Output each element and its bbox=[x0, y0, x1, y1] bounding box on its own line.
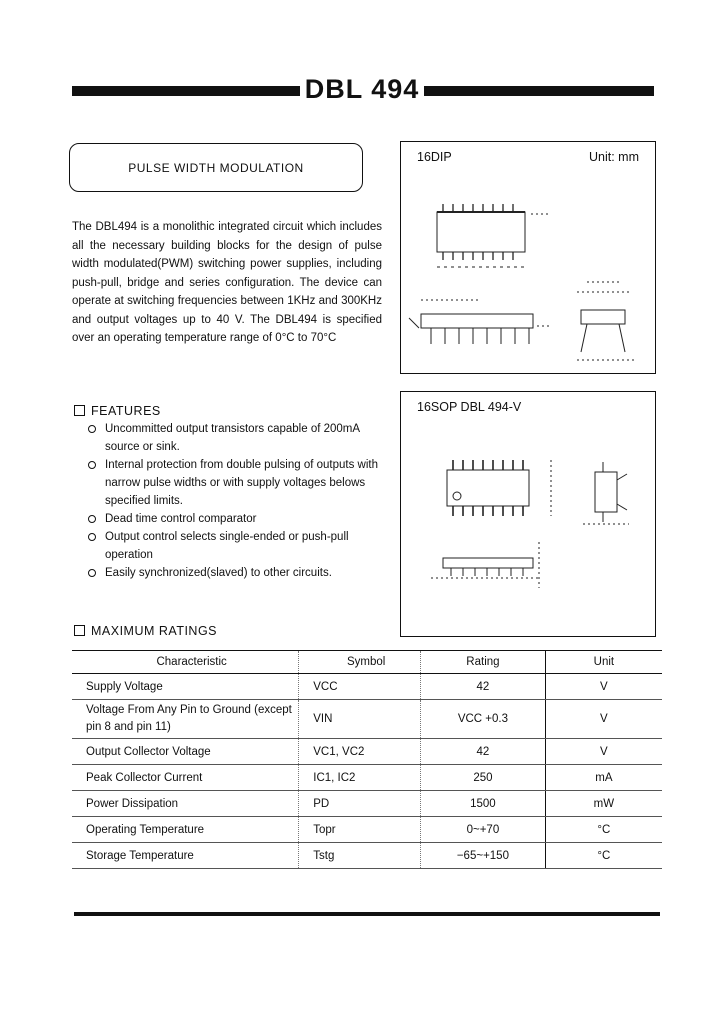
subject-box bbox=[69, 143, 363, 192]
rating-cell: 42 bbox=[421, 674, 546, 700]
sop-package-title: 16SOP DBL 494-V bbox=[417, 400, 522, 414]
symbol-cell: Tstg bbox=[299, 843, 421, 869]
rating-cell: 1500 bbox=[421, 791, 546, 817]
unit-cell: V bbox=[545, 739, 662, 765]
rating-cell: VCC +0.3 bbox=[421, 700, 546, 739]
dimension-unit-label: Unit: mm bbox=[589, 150, 639, 164]
table-header-row bbox=[72, 651, 662, 674]
symbol-cell: VC1, VC2 bbox=[299, 739, 421, 765]
unit-cell: V bbox=[545, 700, 662, 739]
feature-item: Dead time control comparator bbox=[86, 510, 386, 528]
package-panel-sop bbox=[400, 391, 656, 637]
maximum-ratings-table bbox=[72, 650, 662, 869]
characteristic-cell: Output Collector Voltage bbox=[72, 739, 299, 765]
rating-cell: −65~+150 bbox=[421, 843, 546, 869]
table-row bbox=[72, 791, 662, 817]
ratings-checkbox-icon bbox=[74, 625, 85, 636]
symbol-cell: Topr bbox=[299, 817, 421, 843]
ratings-heading bbox=[74, 624, 217, 638]
characteristic-cell: Peak Collector Current bbox=[72, 765, 299, 791]
characteristic-cell: Supply Voltage bbox=[72, 674, 299, 700]
unit-cell: V bbox=[545, 674, 662, 700]
feature-item: Output control selects single-ended or push-pull operation bbox=[86, 528, 386, 564]
column-header-symbol: Symbol bbox=[299, 651, 421, 674]
part-number-title: DBL 494 bbox=[304, 74, 420, 104]
ratings-heading-label: MAXIMUM RATINGS bbox=[91, 624, 218, 638]
dip-package-title: 16DIP bbox=[417, 150, 452, 164]
table-row bbox=[72, 765, 662, 791]
header-rule-right bbox=[424, 86, 654, 96]
symbol-cell: VCC bbox=[299, 674, 421, 700]
subject-title: PULSE WIDTH MODULATION bbox=[128, 161, 304, 175]
sop-package-drawing bbox=[401, 392, 655, 636]
rating-cell: 250 bbox=[421, 765, 546, 791]
feature-item: Easily synchronized(slaved) to other circuits. bbox=[86, 564, 386, 582]
feature-item: Uncommitted output transistors capable of 200mA source or sink. bbox=[86, 420, 386, 456]
footer-rule bbox=[74, 912, 660, 916]
unit-cell: °C bbox=[545, 843, 662, 869]
characteristic-cell: Storage Temperature bbox=[72, 843, 299, 869]
column-header-rating: Rating bbox=[421, 651, 546, 674]
header-rule-left bbox=[72, 86, 300, 96]
table-row bbox=[72, 843, 662, 869]
features-heading-label: FEATURES bbox=[91, 404, 161, 418]
symbol-cell: VIN bbox=[299, 700, 421, 739]
symbol-cell: IC1, IC2 bbox=[299, 765, 421, 791]
unit-cell: mW bbox=[545, 791, 662, 817]
characteristic-cell: Power Dissipation bbox=[72, 791, 299, 817]
intro-paragraph: The DBL494 is a monolithic integrated circuit which includes all the necessary building blocks for the design of pulse width modulated(PWM) switching power supplies, including push-pull, bridge and series configuration. The device can operate at switching frequencies between 1KHz and 300KHz and output voltages up to 40 V. The DBL494 is specified over an operating temperature range of 0°C to 70°C bbox=[72, 221, 382, 344]
symbol-cell: PD bbox=[299, 791, 421, 817]
table-row bbox=[72, 674, 662, 700]
package-panel-dip bbox=[400, 141, 656, 374]
dip-package-drawing bbox=[401, 142, 655, 373]
characteristic-cell: Operating Temperature bbox=[72, 817, 299, 843]
unit-cell: °C bbox=[545, 817, 662, 843]
feature-item: Internal protection from double pulsing of outputs with narrow pulse widths or with supply voltages belows specified limits. bbox=[86, 456, 386, 510]
features-heading bbox=[74, 404, 161, 418]
rating-cell: 42 bbox=[421, 739, 546, 765]
characteristic-cell: Voltage From Any Pin to Ground (except pin 8 and pin 11) bbox=[72, 700, 299, 739]
column-header-unit: Unit bbox=[545, 651, 662, 674]
table-row bbox=[72, 700, 662, 739]
column-header-characteristic: Characteristic bbox=[72, 651, 299, 674]
features-checkbox-icon bbox=[74, 405, 85, 416]
table-row bbox=[72, 739, 662, 765]
rating-cell: 0~+70 bbox=[421, 817, 546, 843]
features-list bbox=[86, 420, 386, 582]
table-row bbox=[72, 817, 662, 843]
unit-cell: mA bbox=[545, 765, 662, 791]
